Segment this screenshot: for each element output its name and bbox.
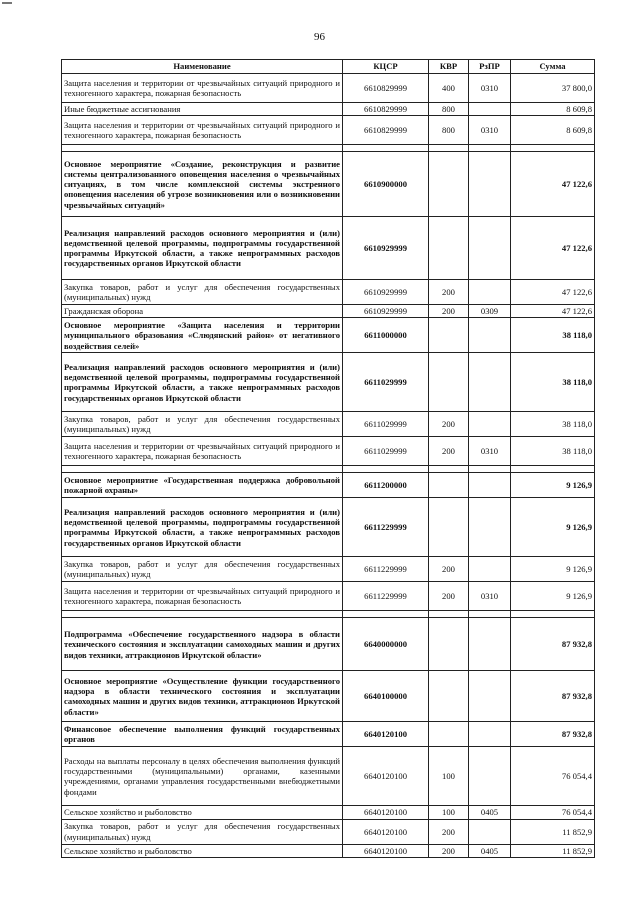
table-row [62,217,595,280]
cell-kcsr: 6610929999 [343,280,429,305]
cell-rzpr [469,412,511,437]
cell-rzpr [469,152,511,217]
cell-name: Расходы на выплаты персоналу в целях обеспечения выполнения функций государственными (муниципальными) органами, казенными учреждениями, органами управления государственными внебюджетными фондами [62,747,343,806]
cell-kvr [429,318,469,353]
cell-name: Защита населения и территории от чрезвычайных ситуаций природного и техногенного характера, пожарная безопасность [62,437,343,466]
cell-sum: 38 118,0 [511,353,595,412]
cell-sum: 8 609,8 [511,103,595,116]
cell-name: Реализация направлений расходов основного мероприятия и (или) ведомственной целевой программы, подпрограммы государственной программы Иркутской области, а также непрограммных расходов государственных органов Иркутской области [62,353,343,412]
cell-kvr [429,473,469,498]
column-header-kvr: КВР [429,60,469,74]
cell-sum: 11 852,9 [511,819,595,844]
table-row [62,318,595,353]
column-header-sum: Сумма [511,60,595,74]
cell-name: Закупка товаров, работ и услуг для обеспечения государственных (муниципальных) нужд [62,280,343,305]
cell-kvr [429,722,469,747]
cell-kvr: 200 [429,819,469,844]
cell-rzpr [469,747,511,806]
table-row [62,747,595,806]
cell-name: Финансовое обеспечение выполнения функций государственных органов [62,722,343,747]
cell-name: Основное мероприятие «Создание, реконструкция и развитие системы централизованного оповещения населения о чрезвычайных ситуациях, в том числе комплексной системы экстренного оповещения населения об угрозе возникновения или о возникновении чрезвычайных ситуаций» [62,152,343,217]
budget-table [61,59,595,858]
spacer-cell [343,466,429,473]
table-row [62,152,595,217]
cell-kcsr: 6611029999 [343,353,429,412]
table-row [62,74,595,103]
cell-name: Защита населения и территории от чрезвычайных ситуаций природного и техногенного характера, пожарная безопасность [62,582,343,611]
cell-kvr [429,498,469,557]
cell-sum: 9 126,9 [511,498,595,557]
cell-name: Защита населения и территории от чрезвычайных ситуаций природного и техногенного характера, пожарная безопасность [62,116,343,145]
table-row [62,557,595,582]
cell-kvr [429,671,469,722]
spacer-cell [429,611,469,618]
cell-kvr: 200 [429,280,469,305]
table-row [62,116,595,145]
cell-kcsr: 6611200000 [343,473,429,498]
cell-rzpr: 0405 [469,844,511,857]
table-row [62,844,595,857]
spacer-cell [343,611,429,618]
cell-name: Сельское хозяйство и рыболовство [62,844,343,857]
cell-kcsr: 6611229999 [343,557,429,582]
cell-rzpr [469,473,511,498]
cell-rzpr: 0310 [469,437,511,466]
spacer-cell [511,466,595,473]
cell-kvr: 800 [429,116,469,145]
table-row [62,498,595,557]
cell-name: Реализация направлений расходов основного мероприятия и (или) ведомственной целевой программы, подпрограммы государственной программы Иркутской области, а также непрограммных расходов государственных органов Иркутской области [62,498,343,557]
table-row [62,437,595,466]
table-row [62,582,595,611]
column-header-rzpr: РзПР [469,60,511,74]
spacer-cell [469,611,511,618]
cell-rzpr: 0405 [469,806,511,819]
cell-sum: 87 932,8 [511,671,595,722]
cell-name: Основное мероприятие «Защита населения и территории муниципального образования «Слюдянский район» от негативного воздействия селей» [62,318,343,353]
cell-sum: 47 122,6 [511,217,595,280]
cell-rzpr: 0310 [469,582,511,611]
cell-name: Основное мероприятие «Осуществление функции государственного надзора в области технического состояния и эксплуатации самоходных машин и других видов техники, аттракционов Иркутской области» [62,671,343,722]
scan-corner-mark [2,2,12,4]
cell-sum: 11 852,9 [511,844,595,857]
cell-kcsr: 6610900000 [343,152,429,217]
spacer-cell [62,611,343,618]
cell-kcsr: 6611029999 [343,437,429,466]
cell-kvr: 800 [429,103,469,116]
cell-kvr: 200 [429,305,469,318]
cell-kcsr: 6610829999 [343,116,429,145]
cell-name: Подпрограмма «Обеспечение государственного надзора в области технического состояния и эксплуатации самоходных машин и других видов техники, аттракционов Иркутской области» [62,618,343,671]
table-row [62,305,595,318]
cell-name: Реализация направлений расходов основного мероприятия и (или) ведомственной целевой программы, подпрограммы государственной программы Иркутской области, а также непрограммных расходов государственных органов Иркутской области [62,217,343,280]
cell-kvr: 100 [429,806,469,819]
cell-sum: 87 932,8 [511,722,595,747]
table-row [62,103,595,116]
cell-sum: 38 118,0 [511,412,595,437]
cell-kcsr: 6611229999 [343,498,429,557]
cell-rzpr: 0310 [469,116,511,145]
cell-sum: 9 126,9 [511,557,595,582]
cell-kcsr: 6610929999 [343,217,429,280]
cell-rzpr [469,557,511,582]
spacer-cell [429,145,469,152]
spacer-cell [343,145,429,152]
cell-sum: 87 932,8 [511,618,595,671]
table-row [62,473,595,498]
cell-kcsr: 6611000000 [343,318,429,353]
cell-rzpr [469,671,511,722]
spacer-cell [469,145,511,152]
row-spacer [62,466,595,473]
cell-kcsr: 6640000000 [343,618,429,671]
cell-kcsr: 6611229999 [343,582,429,611]
spacer-cell [62,145,343,152]
cell-name: Основное мероприятие «Государственная поддержка добровольной пожарной охраны» [62,473,343,498]
cell-rzpr [469,280,511,305]
row-spacer [62,611,595,618]
cell-sum: 38 118,0 [511,437,595,466]
cell-name: Сельское хозяйство и рыболовство [62,806,343,819]
cell-sum: 76 054,4 [511,747,595,806]
cell-kvr [429,152,469,217]
cell-kcsr: 6640120100 [343,844,429,857]
cell-kvr: 200 [429,844,469,857]
cell-name: Закупка товаров, работ и услуг для обеспечения государственных (муниципальных) нужд [62,557,343,582]
cell-rzpr: 0310 [469,74,511,103]
cell-rzpr: 0309 [469,305,511,318]
cell-name: Закупка товаров, работ и услуг для обеспечения государственных (муниципальных) нужд [62,819,343,844]
cell-sum: 38 118,0 [511,318,595,353]
cell-kvr: 100 [429,747,469,806]
table-row [62,806,595,819]
table-row [62,671,595,722]
cell-kcsr: 6640120100 [343,747,429,806]
row-spacer [62,145,595,152]
cell-sum: 37 800,0 [511,74,595,103]
cell-kcsr: 6610929999 [343,305,429,318]
spacer-cell [511,611,595,618]
cell-kcsr: 6611029999 [343,412,429,437]
table-row [62,412,595,437]
table-row [62,722,595,747]
spacer-cell [511,145,595,152]
cell-kvr [429,217,469,280]
cell-sum: 9 126,9 [511,582,595,611]
cell-rzpr [469,217,511,280]
table-row [62,618,595,671]
cell-kvr: 200 [429,437,469,466]
table-header-row [62,60,595,74]
table-row [62,353,595,412]
cell-kvr [429,353,469,412]
cell-rzpr [469,318,511,353]
spacer-cell [429,466,469,473]
cell-kcsr: 6610829999 [343,103,429,116]
table-row [62,280,595,305]
cell-sum: 47 122,6 [511,152,595,217]
cell-kcsr: 6640120100 [343,722,429,747]
cell-kvr: 200 [429,557,469,582]
cell-name: Закупка товаров, работ и услуг для обеспечения государственных (муниципальных) нужд [62,412,343,437]
cell-kvr: 400 [429,74,469,103]
cell-rzpr [469,353,511,412]
cell-kvr: 200 [429,412,469,437]
cell-kvr [429,618,469,671]
cell-sum: 47 122,6 [511,280,595,305]
cell-rzpr [469,618,511,671]
cell-rzpr [469,722,511,747]
cell-name: Гражданская оборона [62,305,343,318]
table-row [62,819,595,844]
cell-kcsr: 6640100000 [343,671,429,722]
cell-kcsr: 6640120100 [343,806,429,819]
cell-kcsr: 6640120100 [343,819,429,844]
cell-name: Иные бюджетные ассигнования [62,103,343,116]
column-header-name: Наименование [62,60,343,74]
column-header-kcsr: КЦСР [343,60,429,74]
cell-rzpr [469,103,511,116]
cell-sum: 9 126,9 [511,473,595,498]
cell-sum: 47 122,6 [511,305,595,318]
cell-rzpr [469,819,511,844]
cell-sum: 76 054,4 [511,806,595,819]
table-body [62,74,595,858]
cell-kvr: 200 [429,582,469,611]
cell-kcsr: 6610829999 [343,74,429,103]
cell-rzpr [469,498,511,557]
spacer-cell [62,466,343,473]
cell-name: Защита населения и территории от чрезвычайных ситуаций природного и техногенного характера, пожарная безопасность [62,74,343,103]
page-number: 96 [314,31,325,43]
spacer-cell [469,466,511,473]
cell-sum: 8 609,8 [511,116,595,145]
